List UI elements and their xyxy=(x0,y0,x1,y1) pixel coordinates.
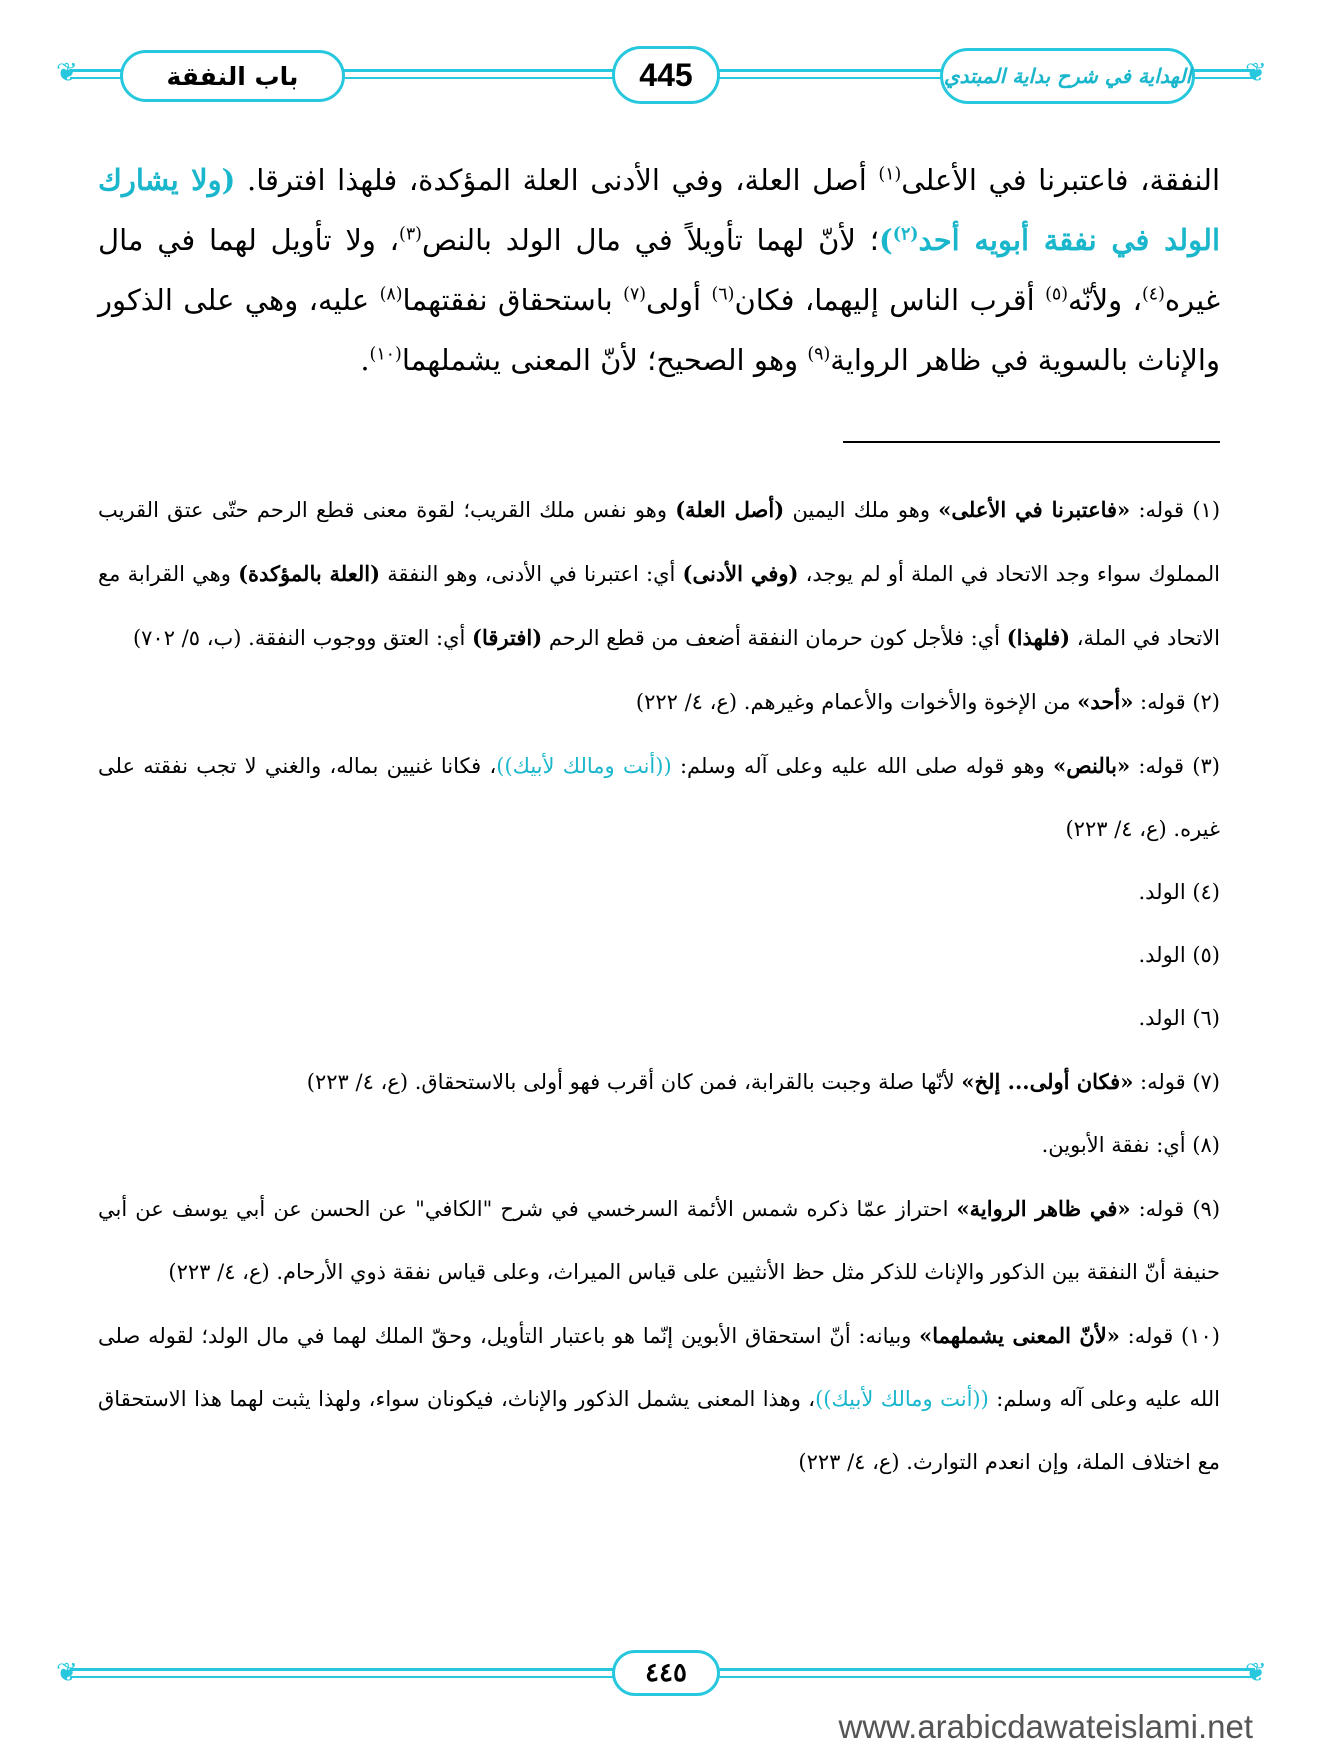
hadith-quote: ((أنت ومالك لأبيك)) xyxy=(496,754,672,778)
scroll-ornament-icon: ❦ xyxy=(56,1658,78,1688)
footnote-2: (٢) قوله: «أحد» من الإخوة والأخوات والأعمام وغيرهم. (ع، ٤/ ٢٢٢) xyxy=(635,689,1220,714)
chapter-title-badge xyxy=(120,50,345,102)
text-run: عليه، وهي على الذكور والإناث بالسوية في ظاهر الرواية xyxy=(98,283,1220,377)
text-run: وهو الصحيح؛ لأنّ المعنى يشملهما xyxy=(401,343,808,377)
page-number: 445 xyxy=(639,56,693,93)
footnote-3: (٣) قوله: «بالنص» وهو قوله صلى الله عليه وعلى آله وسلم: ((أنت ومالك لأبيك))، فكانا غنيين بماله، والغني لا تجب نفقته على غيره. (ع، ٤/ ٢٢٣) xyxy=(98,753,1220,841)
scroll-ornament-icon: ❦ xyxy=(56,58,78,88)
text-run: ؛ لأنّ لهما تأويلاً في مال الولد بالنص xyxy=(421,223,879,257)
hadith-quote: ((أنت ومالك لأبيك)) xyxy=(815,1387,989,1411)
footnote-1: (١) قوله: «فاعتبرنا في الأعلى» وهو ملك اليمين (أصل العلة) وهو نفس ملك القريب؛ لقوة معنى قطع الرحم حتّى عتق القريب المملوك سواء وجد الاتحاد في الملة أو لم يوجد، (وفي الأدنى) أي: اعتبرنا في الأدنى، وهو النفقة (العلة بالمؤكدة) وهي القرابة مع الاتحاد في الملة، (فلهذا) أي: فلأجل كون حرمان النفقة أضعف من قطع الرحم (افترقا) أي: العتق ووجوب النفقة. (ب، ٥/ ٧٠٢) xyxy=(98,497,1221,650)
footnote-divider xyxy=(843,441,1220,443)
footnote-6: (٦) الولد. xyxy=(1138,1006,1220,1030)
footnote-ref[interactable]: (٣) xyxy=(399,224,422,245)
text-run: أولى xyxy=(646,283,712,317)
footnote-7: (٧) قوله: «فكان أولى... إلخ» لأنّها صلة وجبت بالقرابة، فمن كان أقرب فهو أولى بالاستحقاق. (ع، ٤/ ٢٢٣) xyxy=(306,1069,1220,1094)
footnote-ref[interactable]: (٦) xyxy=(711,284,735,305)
book-title: الهداية في شرح بداية المبتدي xyxy=(943,64,1192,88)
text-run: ، ولأنّه xyxy=(1068,283,1142,317)
footnote-5: (٥) الولد. xyxy=(1138,943,1220,967)
footnote-ref[interactable]: (١) xyxy=(878,164,902,185)
footnote-10: (١٠) قوله: «لأنّ المعنى يشملهما» وبيانه: أنّ استحقاق الأبوين إنّما هو باعتبار التأويل، وحقّ الملك لهما في مال الولد؛ لقوله صلى الله عليه وعلى آله وسلم: ((أنت ومالك لأبيك))، وهذا المعنى يشمل الذكور والإناث، فيكونان سواء، ولهذا يثبت لهما هذا الاستحقاق مع اختلاف الملة، وإن انعدم التوارث. (ع، ٤/ ٢٢٣) xyxy=(98,1323,1220,1474)
scroll-ornament-icon: ❦ xyxy=(1245,1658,1267,1688)
footnote-8: (٨) أي: نفقة الأبوين. xyxy=(1041,1133,1220,1157)
text-run: أصل العلة، وفي الأدنى العلة المؤكدة، فلهذا افترقا. xyxy=(235,163,879,197)
footer-page-number: ٤٤٥ xyxy=(645,1658,687,1688)
text-run: باستحقاق نفقتهما xyxy=(402,283,624,317)
footnote-9: (٩) قوله: «في ظاهر الرواية» احتراز عمّا ذكره شمس الأئمة السرخسي في شرح "الكافي" عن الحسن عن أبي يوسف عن أبي حنيفة أنّ النفقة بين الذكور والإناث للذكر مثل حظ الأنثيين على قياس الميراث، وعلى قياس نفقة ذوي الأرحام. (ع، ٤/ ٢٢٣) xyxy=(98,1196,1221,1284)
footnote-ref[interactable]: (٨) xyxy=(379,284,403,305)
text-run: ، ولا تأويل لهما في مال غيره xyxy=(98,223,1220,317)
footnote-ref[interactable]: (٩) xyxy=(807,344,831,365)
book-title-badge xyxy=(940,48,1195,104)
footnote-ref[interactable]: (٧) xyxy=(623,284,647,305)
footnote-ref[interactable]: (٤) xyxy=(1141,284,1165,305)
highlighted-matn: (ولا يشارك الولد في نفقة أبويه أحد xyxy=(98,163,1220,257)
footnote-ref[interactable]: (٢) xyxy=(892,224,919,245)
text-run: . xyxy=(360,343,370,377)
text-run: أقرب الناس إليهما، فكان xyxy=(734,283,1046,317)
text-run: النفقة، فاعتبرنا في الأعلى xyxy=(901,163,1221,197)
website-watermark[interactable]: www.arabicdawateislami.net xyxy=(838,1708,1253,1745)
highlighted-matn: ) xyxy=(878,223,893,257)
footnote-ref[interactable]: (١٠) xyxy=(369,344,402,365)
footnotes xyxy=(98,478,1220,1494)
footnote-4: (٤) الولد. xyxy=(1138,880,1220,904)
footer-page-badge xyxy=(612,1650,720,1696)
footnote-ref[interactable]: (٥) xyxy=(1045,284,1069,305)
main-text xyxy=(98,150,1220,390)
page-number-badge xyxy=(612,46,720,104)
chapter-title: باب النفقة xyxy=(166,61,299,91)
scroll-ornament-icon: ❦ xyxy=(1245,58,1267,88)
